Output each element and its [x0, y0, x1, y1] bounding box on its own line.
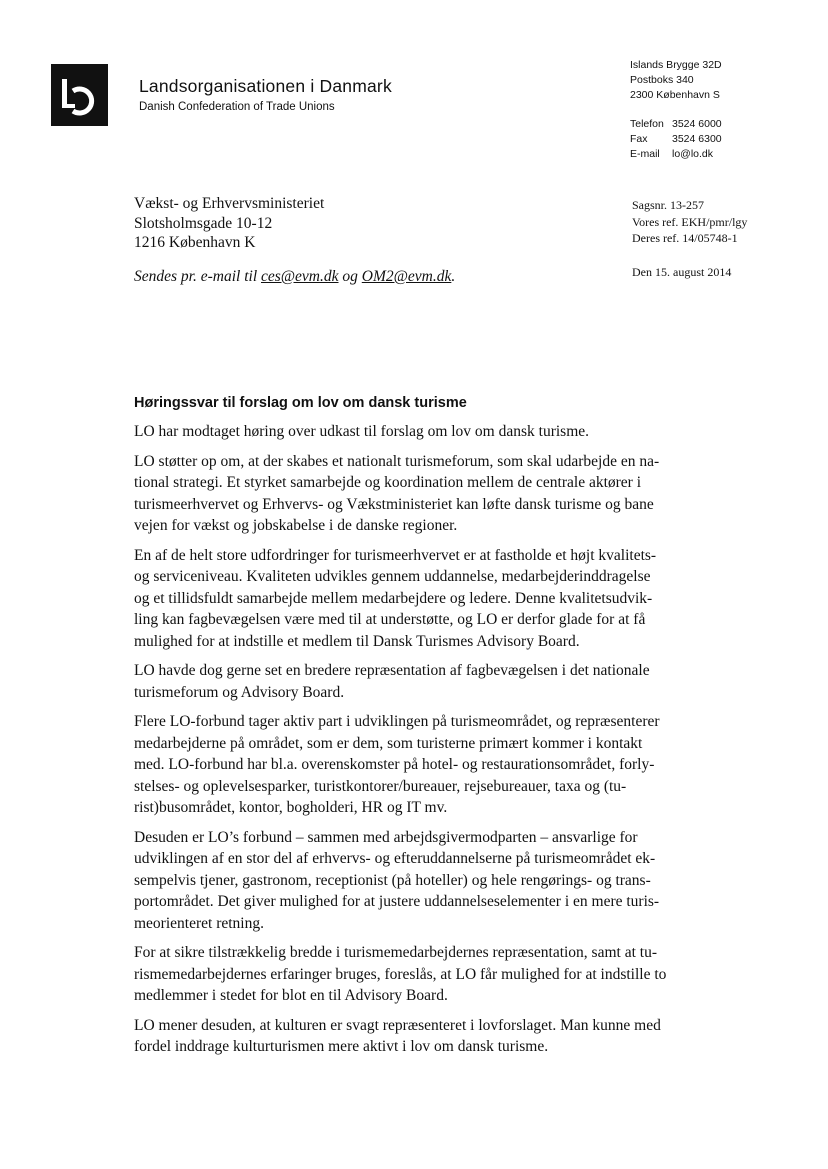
paragraph-line: En af de helt store udfordringer for turismeerhvervet er at fastholde et højt kvalitets-	[134, 546, 657, 564]
body-paragraph	[134, 1015, 694, 1058]
paragraph-line: og et tillidsfuldt samarbejde mellem medarbejdere og ledere. Denne kvalitetsudvik-	[134, 589, 653, 607]
paragraph-line: portområdet. Det giver mulighed for at justere uddannelseselementer i en mere turis-	[134, 893, 660, 910]
letter-body	[134, 421, 694, 1066]
body-paragraph	[134, 827, 694, 935]
email-link-ces[interactable]: ces@evm.dk	[261, 268, 339, 285]
lo-logo-icon	[51, 64, 108, 126]
address-line: Postboks 340	[630, 74, 694, 86]
contact-value: 3524 6300	[672, 133, 722, 145]
case-number: Sagsnr. 13-257	[632, 198, 704, 212]
paragraph-line: Desuden er LO’s forbund – sammen med arbejdsgivermodparten – ansvarlige for	[134, 828, 638, 846]
body-paragraph	[134, 660, 694, 703]
recipient-line: 1216 København K	[134, 234, 256, 251]
contact-label: Fax	[630, 133, 648, 145]
paragraph-line: medlemmer i stedet for blot en til Advisory Board.	[134, 987, 448, 1004]
contact-value: 3524 6000	[672, 118, 722, 130]
paragraph-line: ling kan fagbevægelsen være med til at understøtte, og LO er derfor glade for at få	[134, 611, 646, 628]
paragraph-line: turismeforum og Advisory Board.	[134, 683, 345, 701]
paragraph-line: LO havde dog gerne set en bredere repræsentation af fagbevægelsen i det nationale	[134, 662, 650, 679]
reference-block	[632, 197, 747, 247]
paragraph-line: med. LO-forbund har bl.a. overenskomster på hotel- og restaurationsområdet, forly-	[134, 756, 655, 773]
your-reference: Deres ref. 14/05748-1	[632, 231, 738, 245]
contact-value: lo@lo.dk	[672, 148, 714, 160]
paragraph-line: vejen for vækst og jobskabelse i de danske regioner.	[134, 517, 458, 534]
address-line: 2300 København S	[630, 89, 720, 101]
paragraph-line: og serviceniveau. Kvaliteten udvikles gennem uddannelse, medarbejderinddragelse	[134, 568, 651, 585]
send-middle: og	[338, 268, 362, 285]
contact-block	[630, 58, 722, 162]
org-subtitle: Danish Confederation of Trade Unions	[139, 101, 335, 113]
paragraph-line: LO støtter op om, at der skabes et nationalt turismeforum, som skal udarbejde en na-	[134, 452, 660, 470]
paragraph-line: rist)busområdet, kontor, bogholderi, HR og IT mv.	[134, 799, 448, 816]
paragraph-line: stelses- og oplevelsesparker, turistkontorer/bureauer, rejsebureauer, taxa og (tu-	[134, 777, 627, 795]
body-paragraph	[134, 942, 694, 1007]
paragraph-line: rismemedarbejdernes erfaringer bruges, foreslås, at LO får mulighed for at indstille to	[134, 965, 667, 983]
body-paragraph	[134, 545, 694, 653]
body-paragraph	[134, 711, 694, 819]
recipient-line: Vækst- og Erhvervsministeriet	[134, 195, 325, 212]
recipient-address	[134, 194, 324, 253]
email-link-om2[interactable]: OM2@evm.dk	[361, 268, 452, 285]
send-prefix: Sendes pr. e-mail til	[134, 268, 261, 285]
letter-title: Høringssvar til forslag om lov om dansk turisme	[134, 395, 467, 411]
contact-phone	[630, 117, 722, 132]
paragraph-line: fordel inddrage kulturturismen mere aktivt i lov om dansk turisme.	[134, 1038, 549, 1055]
paragraph-line: turismeerhvervet og Erhvervs- og Vækstministeriet kan løfte dansk turisme og bane	[134, 495, 654, 513]
letter-date: Den 15. august 2014	[632, 265, 732, 279]
paragraph-line: tional strategi. Et styrket samarbejde og koordination mellem de centrale aktører i	[134, 474, 642, 491]
contact-label: E-mail	[630, 148, 660, 160]
org-name: Landsorganisationen i Danmark	[139, 76, 392, 96]
paragraph-line: mulighed for at indstille et medlem til Dansk Turismes Advisory Board.	[134, 632, 580, 650]
paragraph-line: LO mener desuden, at kulturen er svagt repræsenteret i lovforslaget. Man kunne med	[134, 1016, 661, 1034]
paragraph-line: meorienteret retning.	[134, 914, 264, 932]
recipient-line: Slotsholmsgade 10-12	[134, 214, 273, 232]
contact-email	[630, 147, 722, 162]
address-line: Islands Brygge 32D	[630, 59, 722, 71]
our-reference: Vores ref. EKH/pmr/lgy	[632, 214, 748, 229]
body-paragraph	[134, 421, 694, 443]
contact-fax	[630, 132, 722, 147]
paragraph-line: For at sikre tilstrækkelig bredde i turismemedarbejdernes repræsentation, samt at tu-	[134, 944, 657, 961]
lo-logo	[51, 64, 108, 126]
paragraph-line: sempelvis tjener, gastronom, receptionist (på hoteller) og hele rengørings- og trans-	[134, 871, 651, 889]
send-suffix: .	[451, 268, 456, 285]
paragraph-line: udviklingen af en stor del af erhvervs- og efteruddannelserne på turismeområdet ek-	[134, 850, 656, 867]
paragraph-line: LO har modtaget høring over udkast til forslag om lov om dansk turisme.	[134, 423, 590, 440]
contact-label: Telefon	[630, 118, 664, 130]
paragraph-line: Flere LO-forbund tager aktiv part i udviklingen på turismeområdet, og repræsenterer	[134, 713, 660, 730]
send-by-email-note	[134, 268, 455, 286]
body-paragraph	[134, 451, 694, 537]
paragraph-line: medarbejderne på området, som er dem, som turisterne primært kommer i kontakt	[134, 734, 643, 752]
